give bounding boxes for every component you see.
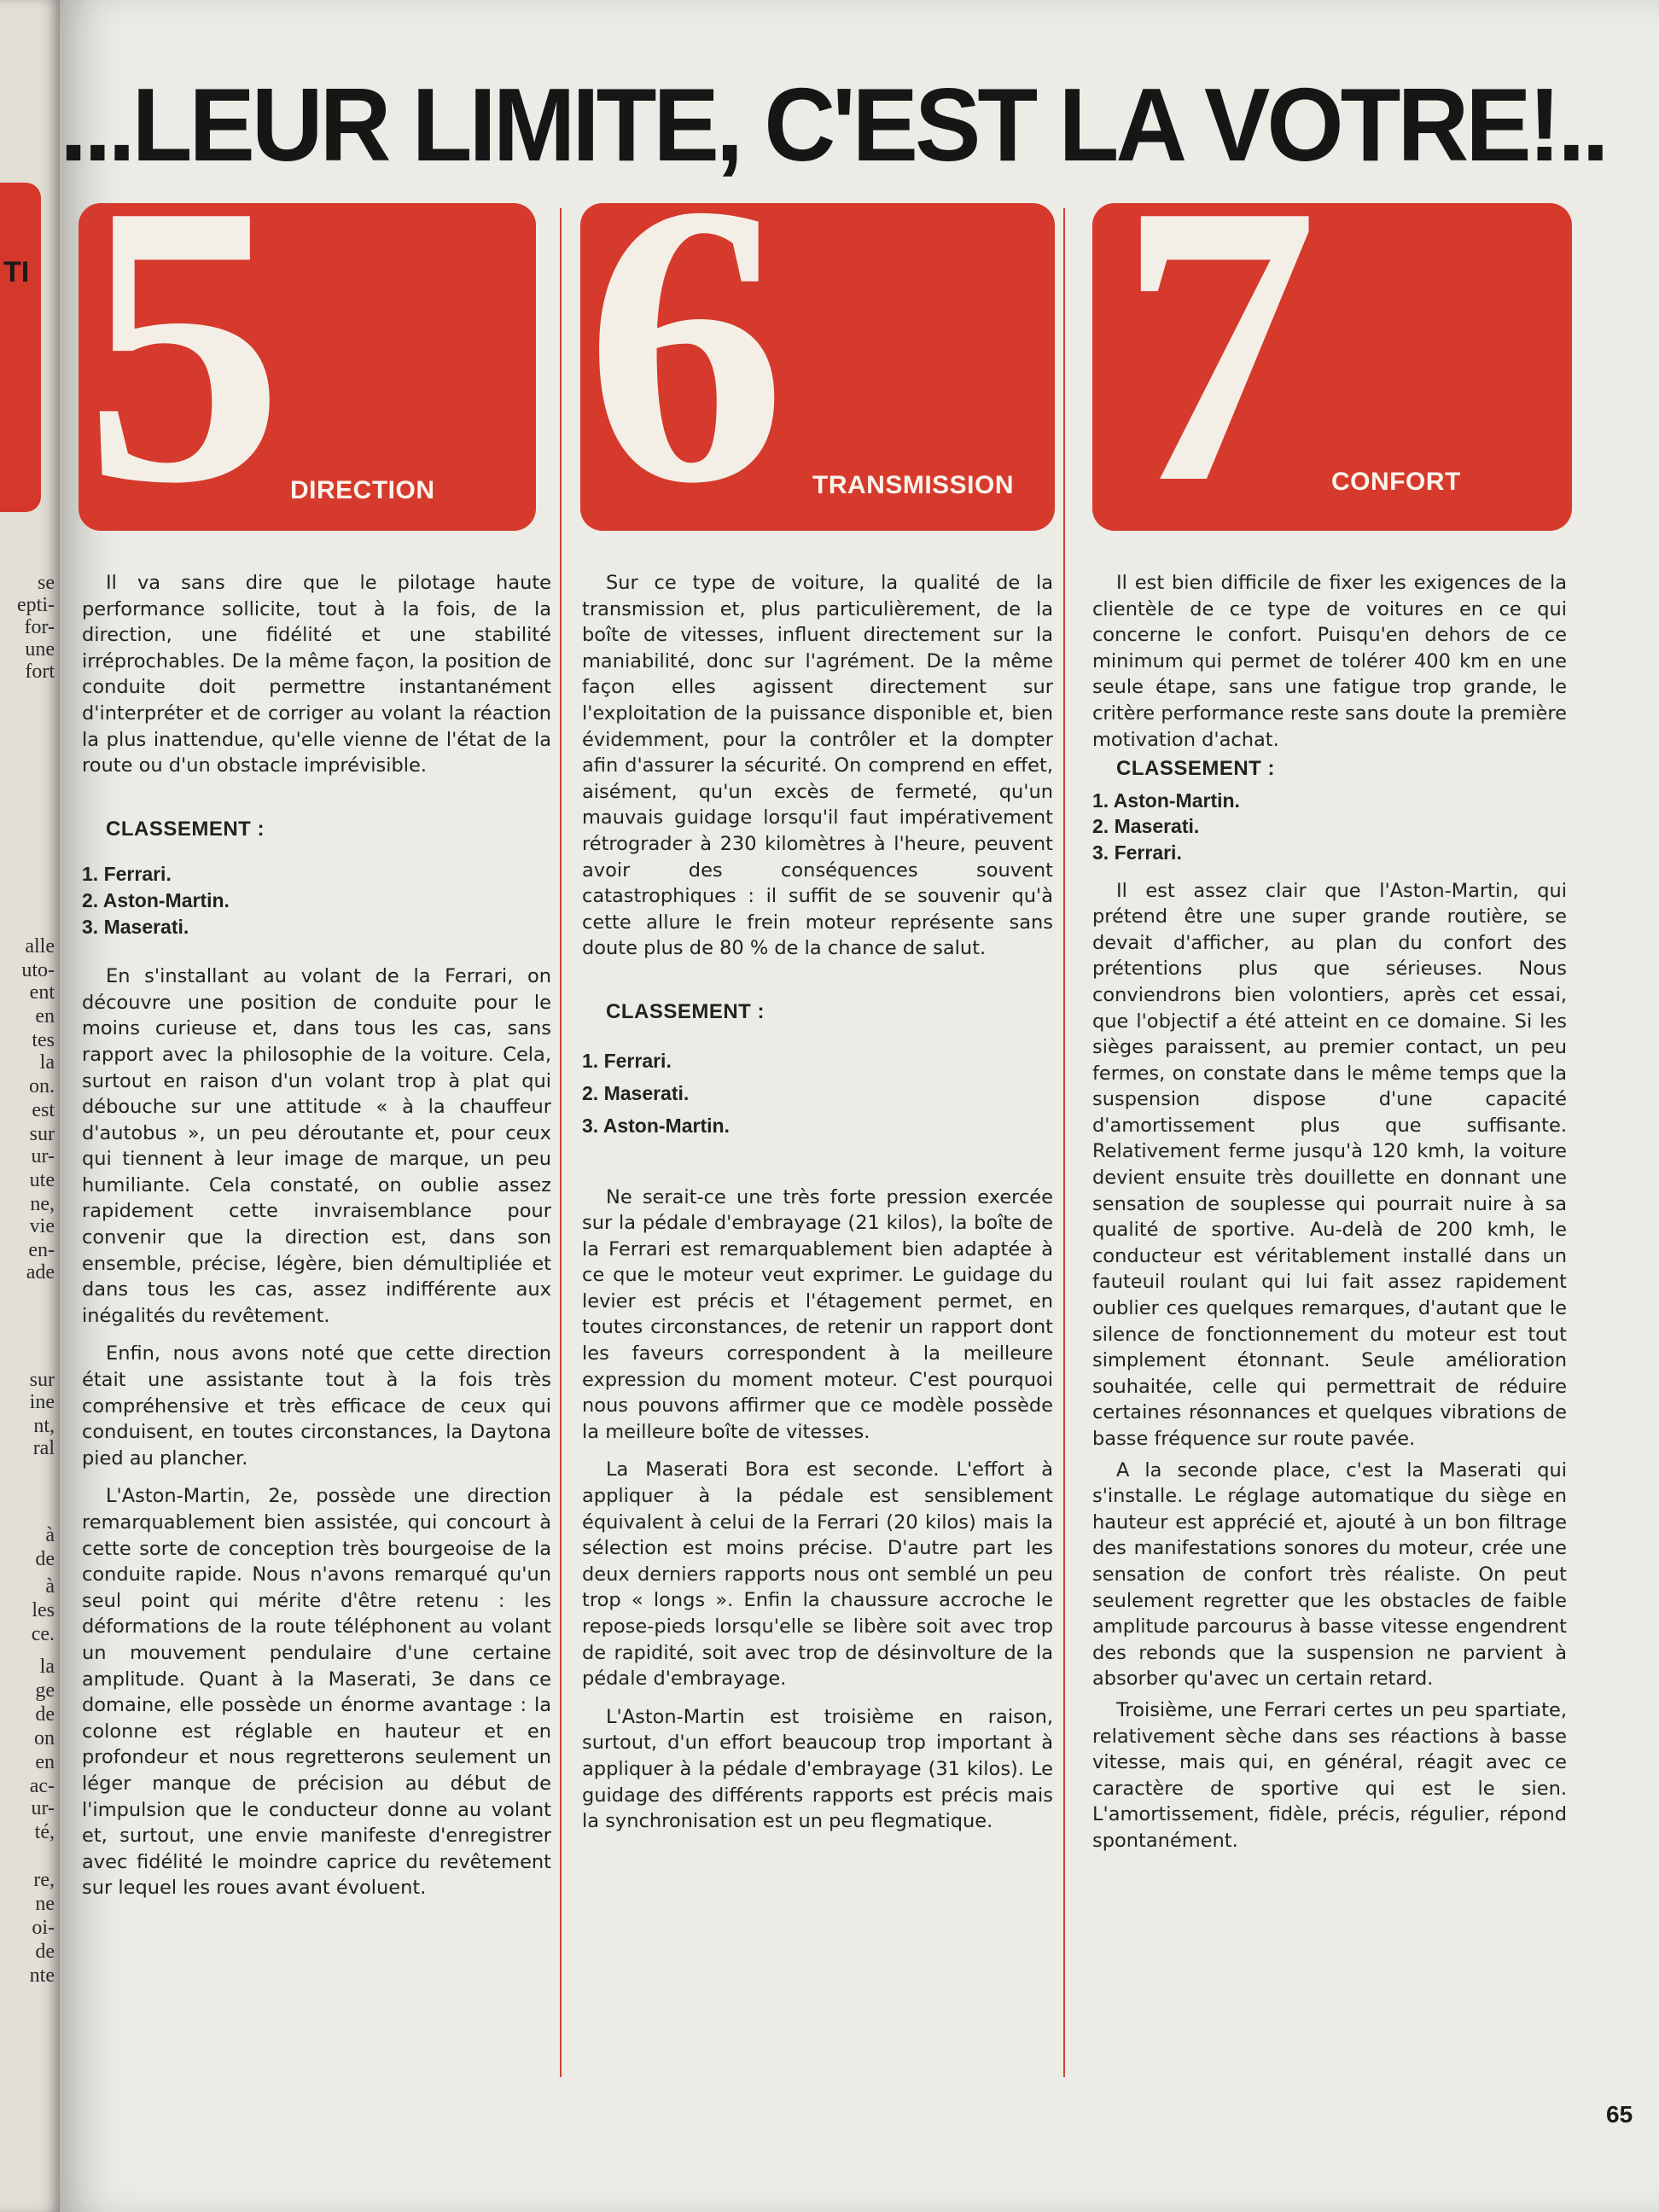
ranking-item: 2. Maserati. <box>582 1081 690 1104</box>
previous-page-word: ine <box>29 1391 55 1413</box>
body-paragraph: Il est assez clair que l'Aston-Martin, qui prétend être une super grande routière, se devait d'afficher, au plan du confort des prétentions plus que sérieuses. Nous conviendrons bien volontiers, après cet essai, que l'objectif a été atteint en ce domaine. Si les sièges paraissent, au premier contact, un peu fermes, on constate dans le même temps que la suspension dispose d'une capacité d'amortissement plus que suffisante. Relativement ferme jusqu'à 120 kmh, la voiture devient ensuite très douillette en donnant une sensation de souplesse qui pourrait nuire à sa qualité de sportive. Au-delà de 200 kmh, le conducteur est véritablement installé dans un fauteuil roulant qui lui fait assez rapidement oublier ces quelques remarques, d'autant que le silence de fonctionnement du moteur est tout simplement étonnant. Seule amélioration souhaitée, celle qui permettrait de réduire certaines résonnances et quelques vibrations de basse fréquence sur route pavée. <box>1092 879 1567 1450</box>
previous-page-word: on <box>34 1727 55 1749</box>
classement-title: CLASSEMENT : <box>606 999 765 1023</box>
section-7-header <box>1092 203 1572 531</box>
previous-page-word: de <box>35 1703 55 1726</box>
ranking-item: 1. Ferrari. <box>82 863 172 886</box>
previous-page-word: ge <box>35 1679 55 1702</box>
previous-page-word: de <box>35 1548 55 1570</box>
intro-paragraph: Sur ce type de voiture, la qualité de la transmission et, plus particulièrement, de la boîte de vitesses, influent directement sur la maniabilité, donc sur l'agrément. De la même façon elles agissent directement sur l'exploitation de la puissance disponible et, bien évidemment, pour la contrôler et la dompter afin d'assurer la sécurité. On comprend en effet, aisément, qu'un excès de fermeté, qu'un mauvais guidage lorsqu'il faut impérativement rétrograder à 230 kilomètres à l'heure, peuvent avoir des conséquences souvent catastrophiques : il suffit de se souvenir qu'à cette allure le frein moteur représente sans doute plus de 80 % de la chance de salut. <box>582 572 1053 960</box>
previous-page-word: ac- <box>29 1775 55 1797</box>
page-number: 65 <box>1606 2101 1633 2128</box>
previous-page-word: en <box>35 1005 55 1027</box>
ranking-item: 2. Aston-Martin. <box>82 888 230 911</box>
column-confort <box>1092 570 1567 1854</box>
previous-page-word: ute <box>29 1169 55 1191</box>
intro-paragraph: Il va sans dire que le pilotage haute performance sollicite, tout à la fois, de la direction, une fidélité et une stabilité irréprochables. De la même façon, la position de conduite doit permettre instantanément d'interpréter et de corriger au volant la réaction la plus inattendue, qu'elle vienne de l'état de la route ou d'un obstacle imprévisible. <box>82 572 551 777</box>
previous-page-word: à <box>45 1575 55 1598</box>
ranking-item: 1. Ferrari. <box>582 1049 672 1072</box>
column-direction <box>82 570 551 1901</box>
ranking-list <box>82 861 551 940</box>
page-headline: ...LEUR LIMITE, C'EST LA VOTRE!.. <box>60 66 1606 183</box>
previous-page-red-text: TI <box>3 256 30 288</box>
previous-page-word: ral <box>32 1437 55 1459</box>
magazine-page <box>60 0 1659 2212</box>
section-5-header <box>79 203 536 531</box>
body-paragraph: Enfin, nous avons noté que cette direction était une assistante tout à la fois très compréhensive et très efficace de ceux qui conduisent, en toutes circonstances, la Daytona pied au plancher. <box>82 1342 551 1470</box>
previous-page-word: alle <box>25 935 55 958</box>
previous-page-edge <box>0 0 60 2212</box>
ranking-item: 3. Aston-Martin. <box>582 1114 730 1137</box>
classement-title: CLASSEMENT : <box>1116 757 1275 781</box>
previous-page-word: for- <box>24 616 55 638</box>
previous-page-word: vie <box>29 1215 55 1237</box>
previous-page-word: oi- <box>32 1917 55 1939</box>
section-number: 5 <box>84 203 284 531</box>
previous-page-word: nt, <box>33 1415 55 1437</box>
section-label: DIRECTION <box>290 476 435 504</box>
previous-page-word: en- <box>28 1239 55 1261</box>
section-6-header <box>580 203 1055 531</box>
previous-page-word: ce. <box>31 1623 55 1645</box>
ranking-item: 2. Maserati. <box>1092 815 1200 838</box>
previous-page-word: tes <box>32 1029 55 1051</box>
previous-page-word: ne, <box>30 1193 55 1215</box>
ranking-item: 3. Maserati. <box>82 915 189 938</box>
body-paragraph: A la seconde place, c'est la Maserati qui s'installe. Le réglage automatique du siège en hauteur est apprécié et, ajouté à un bon filtrage des manifestations sonores du moteur, crée une sensation de confort très réaliste. On peut seulement regretter que les obstacles de faible amplitude parcourus à basse vitesse engendrent des rebonds que la suspension ne parvient à absorber qu'avec un certain retard. <box>1092 1458 1567 1691</box>
previous-page-word: de <box>35 1941 55 1963</box>
previous-page-word: ne <box>35 1893 55 1915</box>
previous-page-word: sur <box>29 1123 55 1145</box>
body-paragraph: La Maserati Bora est seconde. L'effort à appliquer à la pédale est sensiblement équivalent à celui de la Ferrari (20 kilos) mais la sélection est moins précise. D'autre part les deux derniers rapports nous ont semblé un peu trop « longs ». Enfin la chaussure accroche le repose-pieds lorsqu'elle se libère soit avec trop de rapidité, soit avec trop de désinvolture de la pédale d'embrayage. <box>582 1458 1053 1691</box>
previous-page-word: sur <box>29 1369 55 1391</box>
previous-page-word: la <box>39 1656 55 1678</box>
ranking-list <box>582 1045 1053 1142</box>
section-label: CONFORT <box>1331 468 1461 496</box>
previous-page-word: est <box>32 1099 55 1121</box>
column-transmission <box>582 570 1053 1835</box>
section-number: 7 <box>1118 203 1318 531</box>
previous-page-word: se <box>38 572 55 594</box>
previous-page-word: té, <box>34 1821 55 1843</box>
previous-page-word: uto- <box>21 959 55 981</box>
previous-page-word: ur- <box>31 1797 55 1819</box>
ranking-item: 3. Ferrari. <box>1092 841 1182 864</box>
section-label: TRANSMISSION <box>812 471 1015 499</box>
body-paragraph: L'Aston-Martin est troisième en raison, surtout, d'un effort beaucoup trop important à appliquer à la pédale d'embrayage (31 kilos). Le guidage des différents rapports est précis mais la synchronisation est un peu flegmatique. <box>582 1705 1053 1833</box>
intro-paragraph: Il est bien difficile de fixer les exigences de la clientèle de ce type de voitures en ce qui concerne le confort. Puisqu'en dehors de ce minimum qui permet de tolérer 400 km en une seule étape, sans une fatigue trop grande, le critère performance reste sans doute la première motivation d'achat. <box>1092 572 1567 751</box>
previous-page-word: en <box>35 1751 55 1773</box>
previous-page-red-box <box>0 183 41 512</box>
previous-page-word: ent <box>29 981 55 1004</box>
previous-page-word: fort <box>25 661 55 683</box>
previous-page-word: la <box>39 1051 55 1074</box>
previous-page-word: les <box>32 1599 55 1621</box>
classement-title: CLASSEMENT : <box>106 817 265 841</box>
body-paragraph: L'Aston-Martin, 2e, possède une direction remarquablement bien assistée, qui concourt à cette sorte de conception très bourgeoise de la conduite rapide. Nous n'avons remarqué qu'un seul point qui mérite d'être retenu : les déformations de la route téléphonent au volant un mouvement pendulaire d'une certaine amplitude. Quant à la Maserati, 3e dans ce domaine, elle possède un énorme avantage : la colonne est réglable en hauteur et en profondeur et nous regretterons seulement un léger manque de précision au début de l'impulsion que le conducteur donne au volant et, surtout, une envie manifeste d'enregistrer avec fidélité le moindre caprice du revêtement sur lequel les roues avant évoluent. <box>82 1485 551 1900</box>
ranking-item: 1. Aston-Martin. <box>1092 789 1240 812</box>
previous-page-word: ade <box>26 1261 55 1284</box>
body-paragraph: Troisième, une Ferrari certes un peu spartiate, relativement sèche dans ses réactions à basse vitesse, mais qui, en général, réagit avec ce caractère de sportive qui est le sien. L'amortissement, fidèle, précis, régulier, répond spontanément. <box>1092 1698 1567 1852</box>
body-paragraph: En s'installant au volant de la Ferrari, on découvre une position de conduite pour le moins curieuse et, dans tous les cas, sans rapport avec la philosophie de la voiture. Cela, surtout en raison d'un volant trop à plat qui débouche sur une attitude « à la chauffeur d'autobus », un peu déroutante et, pour ceux qui tiennent à leur image de marque, un peu humiliante. Cela constaté, on oublie assez rapidement cette invraisemblance pour convenir que la direction est, dans son ensemble, précise, légère, bien démultipliée et dans tous les cas, assez indifférente aux inégalités du revêtement. <box>82 965 551 1327</box>
ranking-list <box>1092 788 1567 866</box>
previous-page-word: nte <box>29 1965 55 1987</box>
previous-page-word: une <box>25 638 55 661</box>
column-divider <box>1063 208 1065 2077</box>
previous-page-word: ur- <box>31 1145 55 1167</box>
body-paragraph: Ne serait-ce une très forte pression exercée sur la pédale d'embrayage (21 kilos), la boîte de la Ferrari est remarquablement bien adaptée à ce que le moteur veut exprimer. Le guidage du levier est précis et l'étagement permet, en toutes circonstances, de retenir un rapport dont les faveurs correspondent à la meilleure expression du moment moteur. C'est pourquoi nous pouvons affirmer que ce modèle possède la meilleure boîte de vitesses. <box>582 1185 1053 1443</box>
previous-page-word: epti- <box>17 594 55 616</box>
previous-page-word: re, <box>33 1869 55 1891</box>
section-number: 6 <box>585 203 786 531</box>
previous-page-word: à <box>45 1524 55 1546</box>
column-divider <box>560 208 562 2077</box>
previous-page-word: on. <box>29 1075 55 1097</box>
